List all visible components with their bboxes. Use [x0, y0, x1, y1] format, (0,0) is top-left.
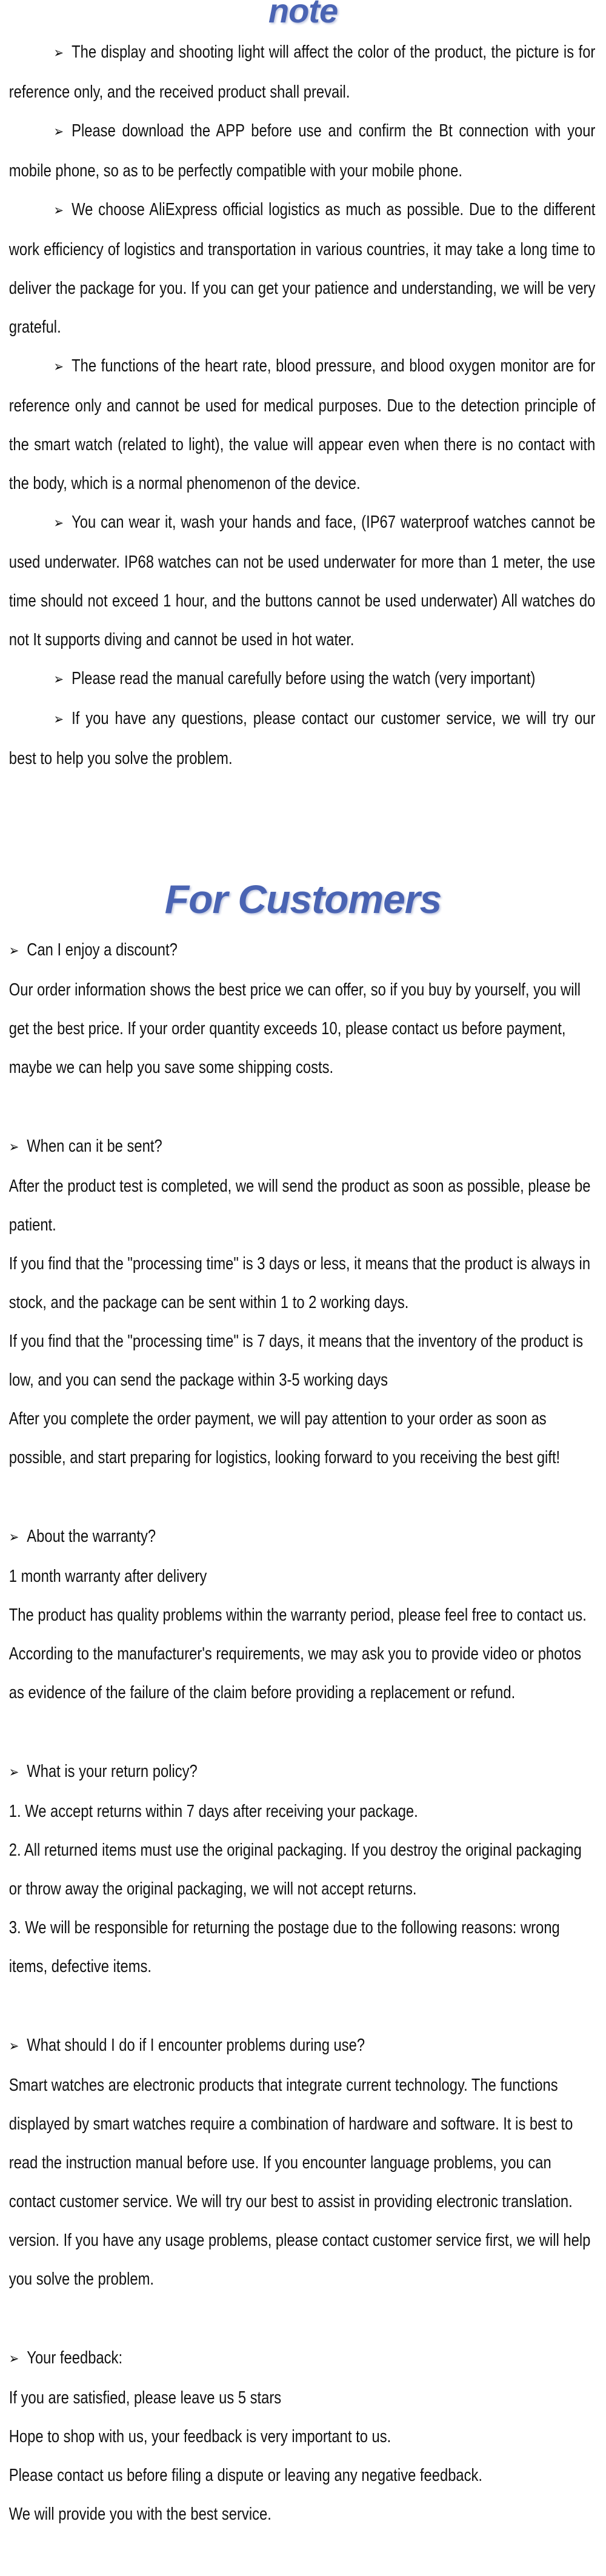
faq-answer: Hope to shop with us, your feedback is very important to us. [8, 2427, 391, 2446]
faq-question: ➢ When can it be sent? [9, 1127, 596, 1167]
faq-answer: If you find that the "processing time" is 3 days or less, it means that the product is always in stock, and the package can be sent within 1 to 2 working days. [8, 1254, 591, 1312]
note-text: The functions of the heart rate, blood pressure, and blood oxygen monitor are for reference only and cannot be used for medical purposes. Due to the detection principle of the smart watch (related to light), the value will appear even when there is no contact with the body, which is a normal phenomenon of the device. [8, 356, 596, 493]
faq-answer: 1 month warranty after delivery [8, 1567, 207, 1586]
arrow-bullet-icon: ➢ [8, 1764, 19, 1781]
arrow-bullet-icon: ➢ [53, 711, 64, 728]
faq-question: ➢ Your feedback: [9, 2339, 596, 2378]
faq-answer: If you are satisfied, please leave us 5 stars [8, 2388, 282, 2408]
note-item [9, 33, 596, 111]
note-text: We choose AliExpress official logistics as much as possible. Due to the different work efficiency of logistics and transportation in various countries, it may take a long time to deliver the package for you. If you can get your patience and understanding, we will be very grateful. [8, 200, 596, 337]
note-list [0, 33, 595, 778]
arrow-bullet-icon: ➢ [8, 2038, 19, 2054]
note-item [9, 699, 596, 778]
note-heading: note [268, 0, 338, 30]
faq-answer: Please contact us before filing a dispute or leaving any negative feedback. [8, 2466, 483, 2485]
customers-heading: For Customers [164, 877, 442, 921]
note-item [9, 190, 596, 347]
arrow-bullet-icon: ➢ [8, 1529, 19, 1545]
faq-answer: According to the manufacturer's requirements, we may ask you to provide video or photos as evidence of the failure of the claim before providing a replacement or refund. [8, 1644, 582, 1702]
arrow-bullet-icon: ➢ [53, 124, 64, 140]
note-text: You can wear it, wash your hands and face, (IP67 waterproof watches cannot be used underwater. IP68 watches can not be used underwater for more than 1 meter, the use time should not exceed 1 hour, and the buttons cannot be used underwater) All watches do not It supports diving and cannot be used in hot water. [8, 513, 596, 649]
faq-question: ➢ Can I enjoy a discount? [9, 931, 596, 971]
faq-question: ➢ What is your return policy? [9, 1752, 596, 1792]
faq-answer: 1. We accept returns within 7 days after receiving your package. [8, 1802, 418, 1821]
faq-answer: The product has quality problems within the warranty period, please feel free to contact us. [8, 1605, 587, 1625]
note-text: Please download the APP before use and confirm the Bt connection with your mobile phone, so as to be perfectly compatible with your mobile phone. [8, 121, 596, 181]
arrow-bullet-icon: ➢ [8, 1139, 19, 1155]
note-text: If you have any questions, please contact our customer service, we will try our best to help you solve the problem. [8, 709, 596, 768]
customers-section [0, 931, 595, 2534]
faq-answer: After you complete the order payment, we will pay attention to your order as soon as possible, and start preparing for logistics, looking forward to you receiving the best gift! [8, 1409, 561, 1467]
note-item [9, 111, 596, 190]
note-item [9, 347, 596, 503]
note-item [9, 503, 596, 659]
faq-answer: We will provide you with the best service. [8, 2505, 271, 2524]
arrow-bullet-icon: ➢ [53, 202, 64, 219]
arrow-bullet-icon: ➢ [53, 671, 64, 688]
arrow-bullet-icon: ➢ [53, 515, 64, 531]
faq-answer: If you find that the "processing time" is 7 days, it means that the inventory of the product is low, and you can send the package within 3-5 working days [8, 1332, 584, 1390]
faq-answer: 3. We will be responsible for returning the postage due to the following reasons: wrong items, defective items. [8, 1918, 560, 1976]
faq-answer: 2. All returned items must use the original packaging. If you destroy the original packaging or throw away the original packaging, we will not accept returns. [8, 1841, 582, 1899]
arrow-bullet-icon: ➢ [53, 359, 64, 375]
arrow-bullet-icon: ➢ [8, 2351, 19, 2367]
faq-answer: After the product test is completed, we will send the product as soon as possible, please be patient. [8, 1177, 591, 1235]
arrow-bullet-icon: ➢ [8, 943, 19, 959]
faq-answer: Our order information shows the best price we can offer, so if you buy by yourself, you will get the best price. If your order quantity exceeds 10, please contact us before payment, maybe we can help you save some shipping costs. [8, 980, 581, 1077]
note-text: The display and shooting light will affect the color of the product, the picture is for reference only, and the received product shall prevail. [8, 42, 596, 102]
faq-question: ➢ About the warranty? [9, 1517, 596, 1557]
note-text: Please read the manual carefully before using the watch (very important) [72, 669, 536, 688]
note-item [9, 659, 596, 699]
arrow-bullet-icon: ➢ [53, 45, 64, 61]
faq-answer: Smart watches are electronic products that integrate current technology. The functions displayed by smart watches require a combination of hardware and software. It is best to read the instruction manual before use. If you encounter language problems, you can contact customer service. We will try our best to assist in providing electronic translation. version. If you have any usage problems, please contact customer service first, we will help you solve the problem. [8, 2076, 591, 2289]
faq-question: ➢ What should I do if I encounter problems during use? [9, 2026, 596, 2066]
